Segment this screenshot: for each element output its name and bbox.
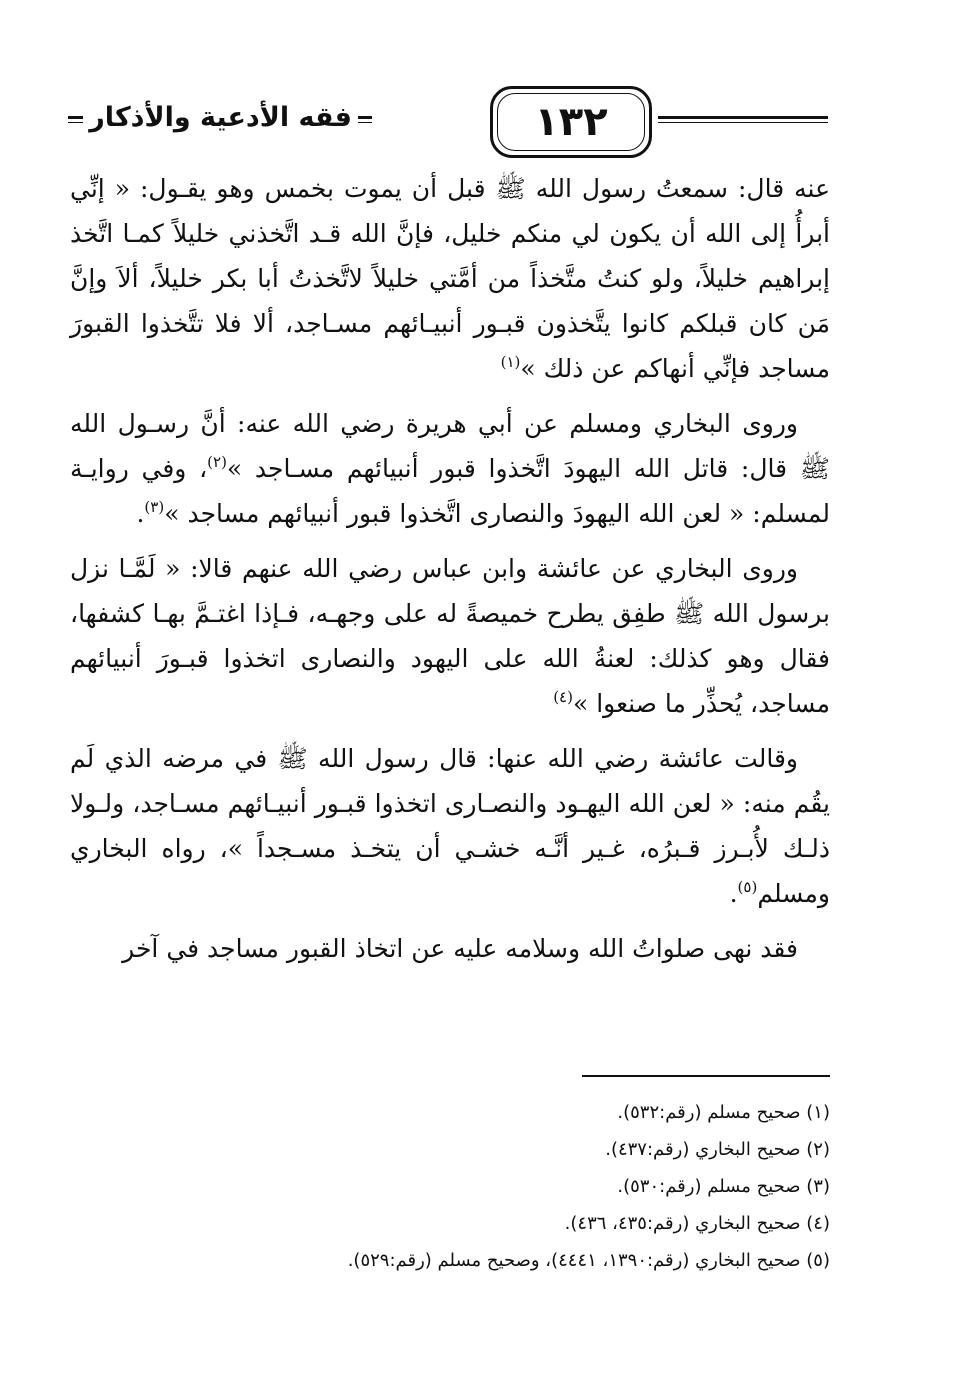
page-number: ١٣٢ [534, 99, 608, 145]
footnote-ref-4: (٤) [553, 688, 573, 706]
footnote-1: (١) صحيح مسلم (رقم:٥٣٢). [617, 1102, 830, 1123]
page-number-frame [490, 86, 652, 158]
footnote-separator [582, 1075, 830, 1077]
paragraph-5 [70, 926, 830, 971]
footnote-4: (٤) صحيح البخاري (رقم:٤٣٥، ٤٣٦). [564, 1213, 830, 1234]
main-text [70, 166, 830, 981]
paragraph-2-text-c: . [136, 499, 145, 528]
paragraph-5-text: فقد نهى صلواتُ الله وسلامه عليه عن اتخاذ القبور مساجد في آخر [122, 934, 798, 963]
footnote-5: (٥) صحيح البخاري (رقم:١٣٩٠، ٤٤٤١)، وصحيح مسلم (رقم:٥٢٩). [347, 1250, 830, 1271]
paragraph-3-text: وروى البخاري عن عائشة وابن عباس رضي الله عنهم قالا: « لَمَّـا نزل برسول الله ﷺ طفِق يطرح خميصةً له على وجهـه، فـإذا اغتـمَّ بهـا كشفها، فقال وهو كذلك: لعنةُ الله على اليهود والنصارى اتخذوا قبـورَ أنبيائهم مساجد، يُحذِّر ما صنعوا » [70, 554, 830, 718]
paragraph-3 [70, 546, 830, 726]
footnote-ref-2: (٢) [207, 453, 227, 471]
paragraph-2 [70, 401, 830, 536]
footnotes [110, 1094, 830, 1279]
paragraph-2-text-b: ، وفي روايـة لمسلم: « لعن الله اليهودَ والنصارى اتَّخذوا قبور أنبيائهم مساجد » [70, 454, 830, 528]
footnote-ref-5: (٥) [737, 878, 758, 896]
paragraph-4-tail: . [729, 879, 738, 908]
page-header [68, 86, 828, 162]
footnote-3: (٣) صحيح مسلم (رقم:٥٣٠). [617, 1176, 830, 1197]
paragraph-1 [70, 166, 830, 391]
footnote-ref-1: (١) [500, 353, 521, 371]
running-title: فقه الأدعية والأذكار [83, 98, 358, 138]
paragraph-4-text: وقالت عائشة رضي الله عنها: قال رسول الله ﷺ في مرضه الذي لَم يقُم منه: « لعن الله اليهـود والنصـارى اتخذوا قبـور أنبيـائهم مسـاجد، ولـولا ذلـك لأُبـرز قـبرُه، غـير أنَّـه خشـي أن يتخـذ مسـجداً »، رواه البخاري ومسلم [70, 744, 830, 908]
footnote-ref-3: (٣) [144, 498, 165, 516]
paragraph-2-text-a: وروى البخاري ومسلم عن أبي هريرة رضي الله عنه: أنَّ رسـول الله ﷺ قال: قاتل الله اليهودَ اتَّخذوا قبور أنبيائهم مسـاجد » [70, 409, 830, 483]
header-rule-right [658, 116, 828, 123]
paragraph-4 [70, 736, 830, 916]
footnote-2: (٢) صحيح البخاري (رقم:٤٣٧). [605, 1139, 830, 1160]
paragraph-1-text: عنه قال: سمعتُ رسول الله ﷺ قبل أن يموت بخمس وهو يقـول: « إنِّي أبرأُ إلى الله أن يكون لي منكم خليل، فإنَّ الله قـد اتَّخذني خليلاً كمـا اتَّخذ إبراهيم خليلاً، ولو كنتُ متَّخذاً من أمَّتي خليلاً لاتَّخذتُ أبا بكر خليلاً، ألاَ وإنَّ مَن كان قبلكم كانوا يتَّخذون قبـور أنبيـائهم مسـاجد، ألا فلا تتَّخذوا القبورَ مساجد فإنِّي أنهاكم عن ذلك » [70, 174, 830, 383]
